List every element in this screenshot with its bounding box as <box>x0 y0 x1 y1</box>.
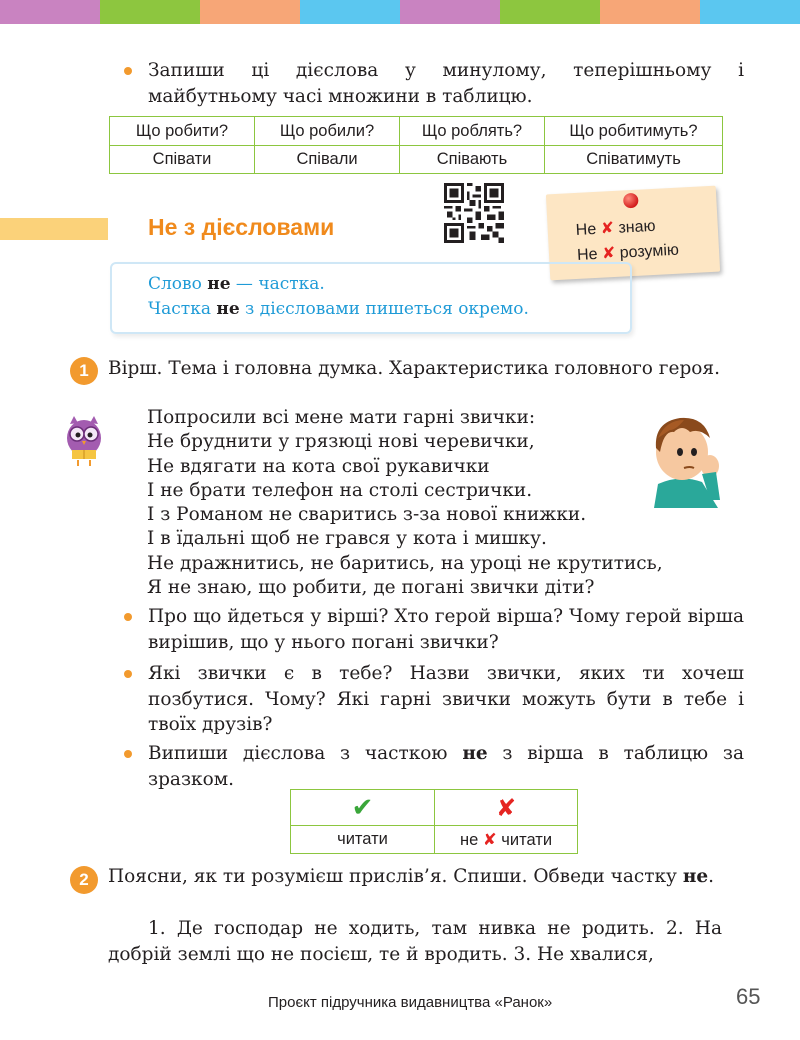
bullet-dot <box>124 67 132 75</box>
bullet-text: Запиши ці дієслова у минулому, теперішньому і майбутньому часі множини в таблицю. <box>148 60 744 107</box>
color-stripe <box>100 0 200 24</box>
section-marker-stripe <box>0 218 108 240</box>
verbs-table <box>109 116 723 174</box>
task-number-badge: 1 <box>70 357 98 385</box>
bullet-text: Які звички є в тебе? Назви звички, яких ти хочеш позбутися. Чому? Які гарні звички можуть бути в тебе і твоїх друзів? <box>148 663 744 735</box>
rule-text: — частка. <box>230 274 325 294</box>
top-color-bar <box>0 0 800 24</box>
sticky-text: розумію <box>619 241 680 262</box>
color-stripe <box>600 0 700 24</box>
thinking-boy-illustration <box>640 408 730 508</box>
bullet-item <box>124 58 744 110</box>
table-cell: Співали <box>255 146 400 174</box>
proverbs-text: 1. Де господар не ходить, там нивка не родить. 2. На добрій землі що не посієш, те й вродить. 3. Не хвалися, <box>108 918 722 965</box>
color-stripe <box>300 0 400 24</box>
poem-line: І не брати телефон на столі сестрички. <box>147 479 533 501</box>
rule-text: Слово <box>148 274 208 294</box>
rule-box <box>110 262 632 334</box>
poem-line: Я не знаю, що робити, де погані звички діти? <box>147 577 595 599</box>
rule-line-2 <box>148 299 529 319</box>
poem-line: І з Романом не сваритись з-за нової книжки. <box>147 504 587 526</box>
sticky-text: знаю <box>618 217 656 237</box>
bullet-text <box>148 741 744 792</box>
cross-icon: ✘ <box>600 217 615 238</box>
pushpin-icon <box>623 193 639 209</box>
bullet-dot <box>124 750 132 758</box>
table-row <box>291 826 578 854</box>
table-header-row <box>110 117 723 146</box>
rule-text: з дієсловами пишеться окремо. <box>239 299 529 319</box>
task-text: . <box>708 866 715 887</box>
task-2-intro <box>108 864 722 890</box>
bullet-item <box>124 661 744 739</box>
poem-line: Не дражнитись, не баритись, на уроці не крутитись, <box>147 552 663 574</box>
poem-line: Не бруднити у грязюці нові черевички, <box>147 431 535 453</box>
footer-caption: Проєкт підручника видавництва «Ранок» <box>268 994 553 1011</box>
color-stripe <box>0 0 100 24</box>
table-cell: Співати <box>110 146 255 174</box>
sticky-text: Не <box>576 245 598 264</box>
check-icon: ✔ <box>291 790 435 826</box>
bullet-item <box>124 604 744 656</box>
color-stripe <box>200 0 300 24</box>
color-stripe <box>700 0 800 24</box>
bullet-keyword: не <box>462 743 488 764</box>
table-header-cell: Що робитимуть? <box>545 117 723 146</box>
poem-line: Не вдягати на кота свої рукавички <box>147 455 490 477</box>
bullet-text: Про що йдеться у вірші? Хто герой вірша? Чому герой вірша вирішив, що у нього погані звички? <box>148 606 744 653</box>
poem-line: Попросили всі мене мати гарні звички: <box>147 407 536 428</box>
table-header-cell: Що роблять? <box>400 117 545 146</box>
sticky-line-1 <box>575 216 656 240</box>
table-header-cell: Що робити? <box>110 117 255 146</box>
color-stripe <box>500 0 600 24</box>
cell-text: читати <box>501 830 553 849</box>
page-number: 65 <box>736 984 761 1009</box>
rule-keyword: не <box>216 299 240 319</box>
bullet-dot <box>124 613 132 621</box>
table-header-cell: Що робили? <box>255 117 400 146</box>
table-cell: читати <box>291 826 435 854</box>
table-row <box>110 146 723 174</box>
task-1-intro: Вірш. Тема і головна думка. Характеристика головного героя. <box>108 358 720 379</box>
color-stripe <box>400 0 500 24</box>
table-cell: Співатимуть <box>545 146 723 174</box>
rule-text: Частка <box>148 299 217 319</box>
table-header-row <box>291 790 578 826</box>
sticky-text: Не <box>575 220 597 239</box>
poem-line: І в їдальні щоб не грався у кота і мишку. <box>147 528 547 550</box>
rule-line-1 <box>148 274 325 294</box>
bullet-item <box>124 741 744 793</box>
cross-icon: ✘ <box>601 242 616 263</box>
owl-reading-icon <box>62 412 106 468</box>
cell-text: не <box>459 830 479 849</box>
qr-code-icon[interactable] <box>444 183 504 243</box>
task-number-badge: 2 <box>70 866 98 894</box>
task-text: Поясни, як ти розумієш прислів’я. Спиши. Обведи частку <box>108 866 683 887</box>
task-keyword: не <box>682 866 709 887</box>
bullet-dot <box>124 670 132 678</box>
table-cell <box>435 826 578 854</box>
section-title: Не з дієсловами <box>148 214 335 240</box>
table-cell: Співають <box>400 146 545 174</box>
poem <box>147 406 663 600</box>
rule-keyword: не <box>207 274 231 294</box>
cross-icon: ✘ <box>435 790 578 826</box>
bullet-text-part: Випиши дієслова з часткою <box>148 743 463 764</box>
bullet-text-part: з вірша в таблицю за зразком. <box>148 743 744 790</box>
example-table <box>290 789 578 854</box>
cross-icon: ✘ <box>482 829 497 849</box>
